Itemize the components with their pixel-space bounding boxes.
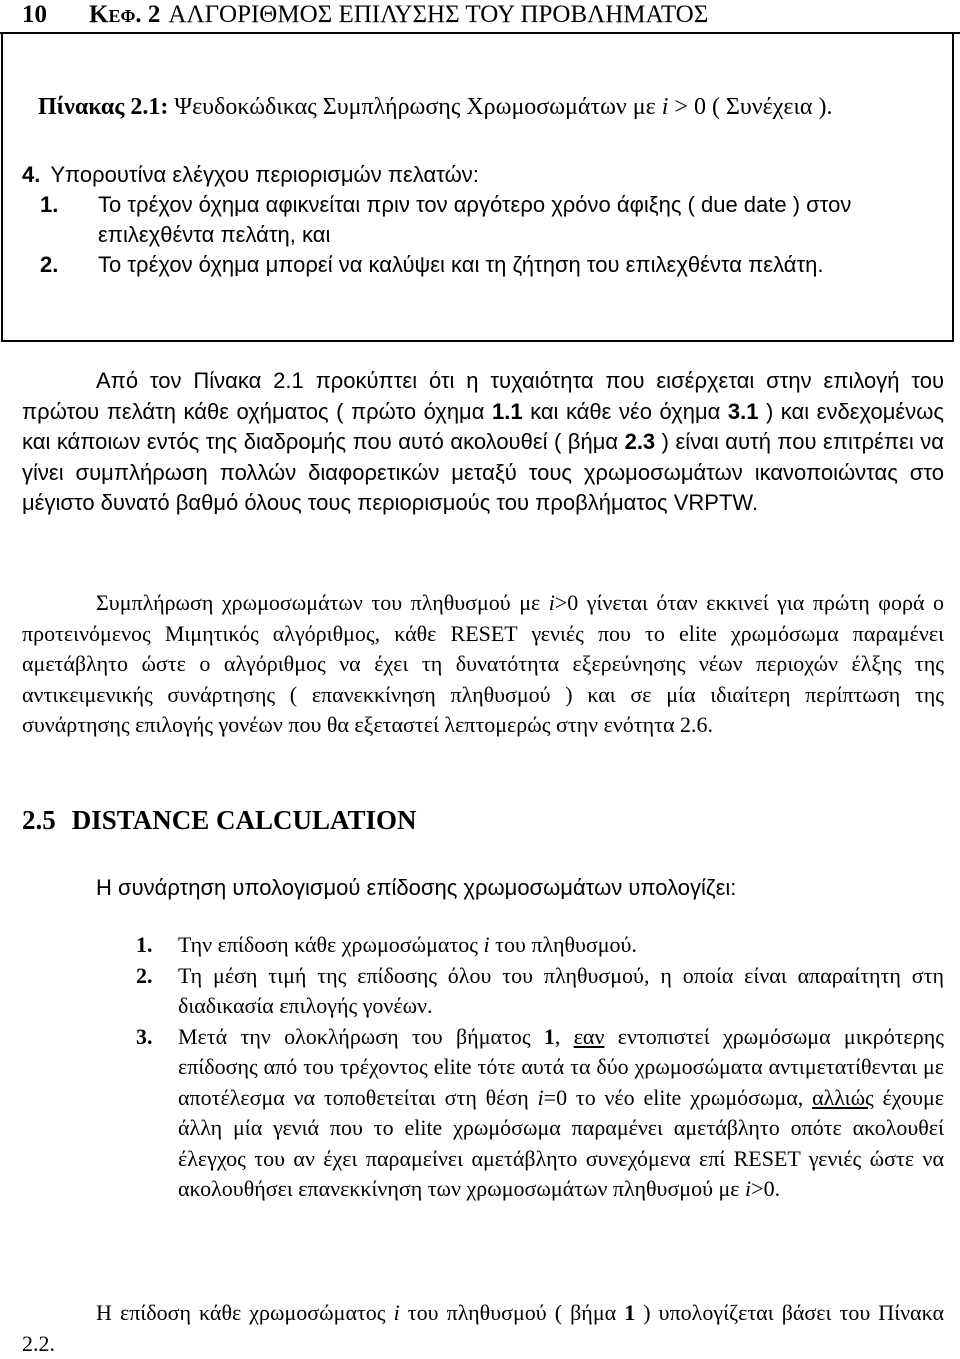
text-run: προκύπτει ότι η τυχαιότητα που εισέρχεται στην επιλογή του πρώτου πελάτη κάθε οχήματος ( πρώτο όχημα (22, 368, 944, 424)
list-item-text: Το τρέχον όχημα αφικνείται πριν τον αργότερο χρόνο άφιξης ( due date ) στον επιλεχθέντα πελάτη, και (98, 192, 852, 247)
steps-list (136, 930, 944, 1205)
section-intro: Η συνάρτηση υπολογισμού επίδοσης χρωμοσωμάτων υπολογίζει: (96, 875, 737, 900)
list-item (40, 250, 945, 280)
paragraph-fitness (22, 1298, 944, 1359)
text-run: >0 γίνεται όταν εκκινεί για πρώτη φορά ο προτεινόμενος Μιμητικός αλγόριθμος, κάθε RESET γενιές που το elite χρωμόσωμα παραμένει αμετάβλητο ώστε ο αλγόριθμος να έχει τη δυνατότητα εξερεύνησης νέων περιοχών έλξης της αντικειμενικής συνάρτησης ( επανεκκίνηση πληθυσμού ) και σε μία ιδιαίτερη περίπτωση της συνάρτησης επιλογής γονέων που θα εξεταστεί λεπτομερώς στην ενότητα 2.6. (22, 590, 944, 737)
text-run: εντοπιστεί χρωμόσωμα μικρότερης επίδοσης από του τρέχοντος elite τότε αυτά τα δύο χρωμοσώματα αντιμετατίθενται με αποτέλεσμα να τοποθετείται στη θέση (178, 1023, 944, 1110)
text-run: ) είναι αυτή που επιτρέπει να γίνει συμπλήρωση πολλών διαφορετικών μεταξύ τους χρωμοσωμάτων ικανοποιώντας στο μέγιστο δυνατό βαθμό όλους τους περιορισμούς του προβλήματος VRPTW. (22, 429, 944, 515)
list-item (136, 961, 944, 1022)
underlined-word: εαν (573, 1023, 605, 1049)
table-caption-label: Πίνακας 2.1: (38, 94, 169, 120)
paragraph-randomness (22, 366, 944, 519)
ref-step: 1 (543, 1023, 555, 1049)
page-number: 10 (22, 1, 47, 28)
section-title: DISTANCE CALCULATION (71, 805, 417, 835)
list-item-text (178, 1022, 944, 1205)
text-run: Από τον Πίνακα 2. (96, 368, 292, 393)
list-item (40, 190, 945, 250)
text-run: Την επίδοση κάθε χρωμοσώματος (178, 932, 484, 957)
paragraph-completion (22, 588, 944, 741)
list-item-text: Το τρέχον όχημα μπορεί να καλύψει και τη ζήτηση του επιλεχθέντα πελάτη. (98, 252, 824, 277)
ref-step: 1 (624, 1300, 636, 1325)
text-run: Η επίδοση κάθε χρωμοσώματος (96, 1300, 394, 1325)
text-run: του πληθυσμού ( βήμα (399, 1300, 625, 1325)
text-run: και κάθε νέο όχημα (522, 398, 728, 424)
subroutine-heading (22, 160, 479, 190)
variable: i (537, 1084, 544, 1110)
list-item-number: 1. (136, 932, 153, 957)
section-heading (22, 804, 417, 836)
ref-step: 3.1 (727, 398, 759, 424)
variable: i (393, 1300, 400, 1325)
list-item-number: 2. (40, 252, 59, 277)
running-header (22, 0, 708, 30)
list-item-text (178, 930, 944, 961)
list-item (136, 1022, 944, 1205)
text-run: Μετά την ολοκλήρωση του βήματος (178, 1023, 544, 1049)
section-number: 2.5 (22, 805, 56, 835)
list-item-number: 2. (136, 962, 153, 988)
table-caption-text-end: > 0 ( Συνέχεια ). (668, 94, 833, 120)
chapter-label: Κεφ. 2 (89, 1, 161, 28)
chapter-title: ΑΛΓΟΡΙΘΜΟΣ ΕΠΙΛΥΣΗΣ ΤΟΥ ΠΡΟΒΛΗΜΑΤΟΣ (168, 1, 709, 28)
variable: i (548, 590, 555, 615)
list-item-text: Τη μέση τιμή της επίδοσης όλου του πληθυσμού, η οποία είναι απαραίτητη στη διαδικασία επιλογής γονέων. (178, 962, 944, 1018)
ref-step: 1 (291, 368, 304, 393)
list-item-number: 3. (136, 1023, 153, 1049)
text-run: ) υπολογίζεται βάσει του Πίνακα 2.2. (22, 1300, 945, 1356)
text-run: ) και ενδεχομένως και κάποιων εντός της διαδρομής που αυτό ακολουθεί ( βήμα (22, 398, 944, 454)
subroutine-title: Υπορουτίνα ελέγχου περιορισμών πελατών: (50, 162, 479, 187)
underlined-word: αλλιώς (812, 1084, 874, 1110)
list-item (136, 930, 944, 961)
list-item-number: 1. (40, 192, 59, 217)
variable: i (745, 1176, 752, 1201)
text-run: έχουμε άλλη μία γενιά που το elite χρωμόσωμα παραμένει αμετάβλητο οπότε ακολουθεί έλεγχος του αν έχει παραμείνει αμετάβλητο συνεχόμενα επί RESET γενιές ώστε να ακολουθήσει επανεκκίνηση των χρωμοσωμάτων πληθυσμού με (178, 1084, 944, 1201)
text-run: του πληθυσμού. (489, 932, 637, 957)
text-run: Συμπλήρωση χρωμοσωμάτων του πληθυσμού με (96, 590, 549, 615)
variable: i (483, 932, 490, 957)
ref-step: 2.3 (624, 429, 656, 454)
table-caption-text: Ψευδοκώδικας Συμπλήρωσης Χρωμοσωμάτων με (174, 94, 662, 120)
table-caption (38, 92, 832, 122)
text-run: , (554, 1023, 574, 1049)
text-run: =0 το νέο elite χρωμόσωμα, (543, 1084, 813, 1110)
text-run: >0. (751, 1176, 781, 1201)
table-caption-var: i (661, 94, 669, 120)
subroutine-number: 4. (22, 162, 41, 187)
ref-step: 1.1 (491, 398, 523, 424)
subroutine-list (40, 190, 945, 280)
